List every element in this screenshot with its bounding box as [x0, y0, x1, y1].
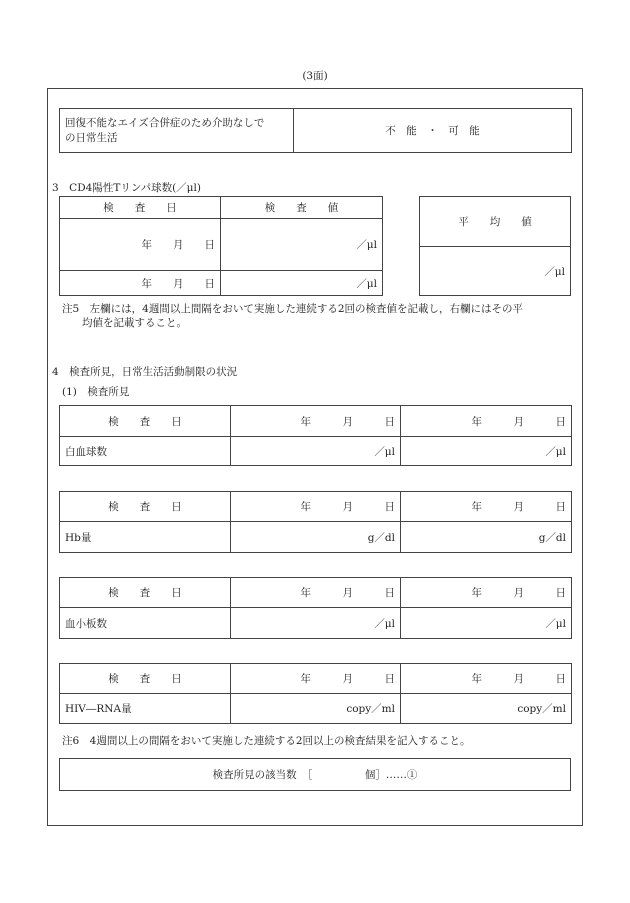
test-date-header: 検 査 日 — [60, 492, 231, 522]
test-name: 血小板数 — [60, 608, 231, 639]
test-date-header: 検 査 日 — [60, 578, 231, 608]
test-value-1[interactable]: ／μl — [231, 608, 401, 639]
test-value-1[interactable]: copy／ml — [231, 694, 401, 724]
test-table-wbc — [59, 405, 572, 466]
test-value-2[interactable]: copy／ml — [401, 694, 572, 724]
daily-life-label: 回復不能なエイズ合併症のため介助なしで の日常生活 — [60, 109, 294, 153]
cd4-col-date: 検 査 日 — [60, 197, 221, 219]
test-table-platelet — [59, 577, 572, 639]
test-date-2[interactable]: 年 月 日 — [401, 406, 572, 437]
page-number: (3面) — [302, 70, 328, 82]
cd4-average-table — [419, 196, 571, 296]
test-table-hb — [59, 491, 572, 553]
test-date-header: 検 査 日 — [60, 406, 231, 437]
test-value-1[interactable]: g／dl — [231, 522, 401, 553]
note6: 注6 4週間以上の間隔をおいて実施した連続する2回以上の検査結果を記入すること。 — [62, 735, 471, 747]
test-date-1[interactable]: 年 月 日 — [231, 664, 401, 694]
section4-subtitle: (1) 検査所見 — [62, 386, 130, 398]
test-name: 白血球数 — [60, 437, 231, 466]
test-value-2[interactable]: ／μl — [401, 608, 572, 639]
test-name: HIV―RNA量 — [60, 694, 231, 724]
test-value-2[interactable]: g／dl — [401, 522, 572, 553]
cd4-date-2[interactable]: 年 月 日 — [60, 271, 221, 296]
section3-title: 3 CD4陽性Tリンパ球数(／μl) — [52, 182, 201, 194]
test-date-header: 検 査 日 — [60, 664, 231, 694]
summary-count[interactable]: 検査所見の該当数 ［ 個］……① — [60, 759, 571, 791]
cd4-avg-header: 平 均 値 — [420, 197, 571, 247]
test-date-2[interactable]: 年 月 日 — [401, 492, 572, 522]
test-table-hiv-rna — [59, 663, 572, 724]
test-date-2[interactable]: 年 月 日 — [401, 664, 572, 694]
summary-table — [59, 758, 571, 791]
cd4-table — [59, 196, 383, 296]
cd4-date-1[interactable]: 年 月 日 — [60, 219, 221, 271]
cd4-col-value: 検 査 値 — [221, 197, 383, 219]
test-value-1[interactable]: ／μl — [231, 437, 401, 466]
test-value-2[interactable]: ／μl — [401, 437, 572, 466]
test-date-1[interactable]: 年 月 日 — [231, 578, 401, 608]
daily-life-choice[interactable]: 不 能 ・ 可 能 — [294, 109, 572, 153]
cd4-value-2[interactable]: ／μl — [221, 271, 383, 296]
note5: 注5 左欄には，4週間以上間隔をおいて実施した連続する2回の検査値を記載し，右欄にはその平 均値を記載すること。 — [62, 303, 524, 329]
test-date-1[interactable]: 年 月 日 — [231, 406, 401, 437]
section4-title: 4 検査所見，日常生活活動制限の状況 — [52, 366, 238, 378]
cd4-value-1[interactable]: ／μl — [221, 219, 383, 271]
cd4-avg-value[interactable]: ／μl — [420, 247, 571, 296]
test-date-2[interactable]: 年 月 日 — [401, 578, 572, 608]
test-date-1[interactable]: 年 月 日 — [231, 492, 401, 522]
test-name: Hb量 — [60, 522, 231, 553]
daily-life-table — [59, 108, 572, 153]
